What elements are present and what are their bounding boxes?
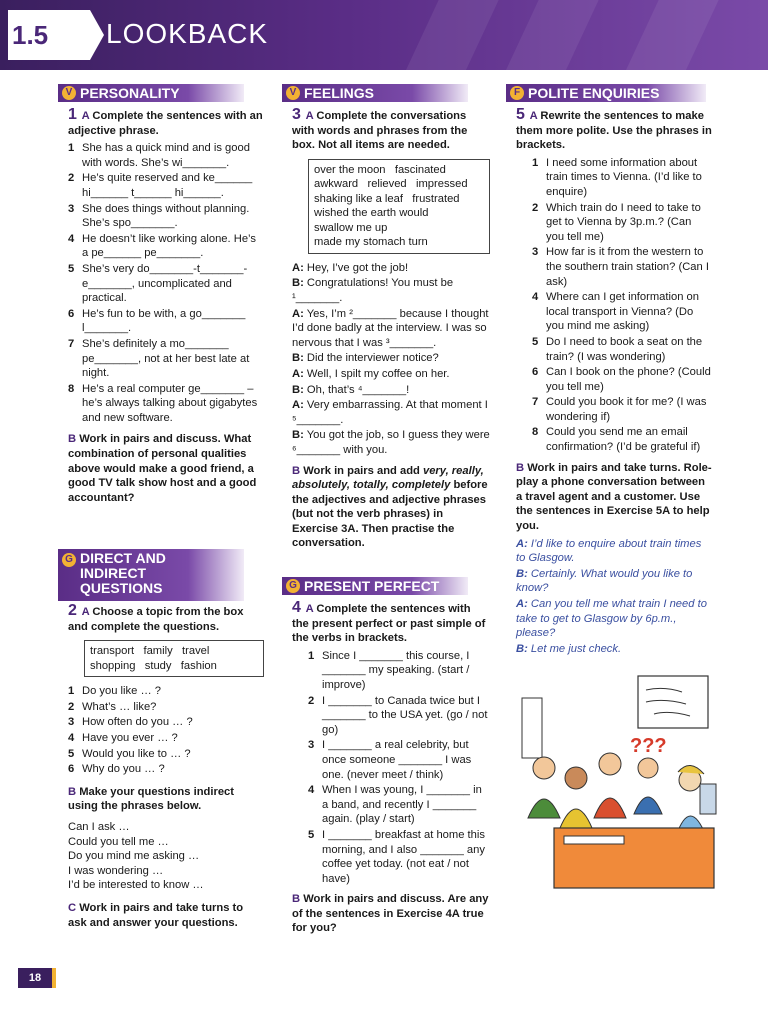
page-number <box>18 968 52 988</box>
phrase-box-line: over the moon fascinated <box>314 163 446 176</box>
topic-box-line: transport family travel <box>90 645 210 658</box>
example-dialogue <box>516 537 712 657</box>
list-item[interactable]: 7 Could you book it for me? (I was wondering if) <box>532 396 707 423</box>
dialogue-line: B: Let me just check. <box>516 642 622 655</box>
dialogue-line: A: Well, I spilt my coffee on her. <box>292 367 450 380</box>
list-item[interactable]: 7 She’s definitely a mo_______ pe_______, not at her best late at night. <box>68 337 250 380</box>
list-item[interactable]: 6 He’s fun to be with, a go_______ l_______. <box>68 307 246 335</box>
list-item[interactable]: 3 I _______ a real celebrity, but once someone _______ I was one. (never meet / think) <box>308 739 472 781</box>
exercise-4-list <box>308 649 490 887</box>
list-item[interactable]: 2 Which train do I need to take to get to Vienna by 3p.m.? (Can you tell me) <box>532 201 701 243</box>
list-item[interactable]: 3 She does things without planning. She’s spo_______. <box>68 202 250 230</box>
topic-box-line: shopping study fashion <box>90 659 217 672</box>
list-item[interactable]: 4 Where can I get information on local transport in Vienna? (Do you mind me asking) <box>532 291 699 333</box>
list-item[interactable]: 2 What’s … like? <box>68 700 157 713</box>
section-title-line-2: INDIRECT <box>80 565 147 581</box>
exercise-5b-instruction: B Work in pairs and take turns. Role-play a phone conversation between a travel agent and a customer. Use the sentences in Exercise 5A to help you. <box>516 461 712 533</box>
exercise-4 <box>292 601 490 936</box>
list-item[interactable]: 4 When I was young, I _______ in a band, and recently I _______ again. (play / start) <box>308 784 482 826</box>
list-item[interactable]: 5 I _______ breakfast at home this morning, and I also _______ any coffee yet today. (not eat / not have) <box>308 828 485 885</box>
vocabulary-icon: V <box>62 86 76 100</box>
list-item[interactable]: 6 Can I book on the phone? (Could you tell me) <box>532 366 711 393</box>
section-header-polite-enquiries <box>506 84 706 102</box>
phrase: Can I ask … <box>68 820 130 833</box>
unit-number <box>8 10 90 60</box>
exercise-2-list <box>68 684 264 777</box>
unit-label: 1.5 <box>12 20 49 50</box>
exercise-2a-instruction: 2 A Choose a topic from the box and complete the questions. <box>68 602 244 633</box>
exercise-4a-instruction: 4 A Complete the sentences with the present perfect or past simple of the verbs in brackets. <box>292 599 486 645</box>
dialogue-line: A: Very embarrassing. At that moment I ⁵_______. <box>292 399 488 426</box>
section-title: PERSONALITY <box>80 85 180 101</box>
exercise-2b-instruction: B Make your questions indirect using the phrases below. <box>68 785 234 813</box>
topic-box <box>84 640 264 677</box>
dialogue-line: B: Congratulations! You must be ¹_______. <box>292 277 454 304</box>
phrase: Could you tell me … <box>68 835 169 848</box>
list-item[interactable]: 1 She has a quick mind and is good with words. She’s wi_______. <box>68 142 250 169</box>
exercise-2c-instruction: C Work in pairs and take turns to ask and answer your questions. <box>68 901 244 929</box>
section-header-personality <box>58 84 244 102</box>
dialogue-line: A: I’d like to enquire about train times to Glasgow. <box>516 537 702 565</box>
dialogue-line: B: Certainly. What would you like to know? <box>516 567 693 595</box>
section-header-present-perfect <box>282 577 468 595</box>
conversation <box>292 261 490 458</box>
section-title: PRESENT PERFECT <box>304 578 440 594</box>
exercise-2 <box>68 604 264 930</box>
exercise-1b-instruction: B Work in pairs and discuss. What combination of personal qualities above would make a good friend, a good TV talk show host and a good accountant? <box>68 433 257 504</box>
dialogue-line: B: You got the job, so I guess they were ⁶_______ with you. <box>292 429 490 456</box>
grammar-icon: G <box>286 579 300 593</box>
exercise-3a-instruction: 3 A Complete the conversations with words and phrases from the box. Not all items are needed. <box>292 106 468 152</box>
list-item[interactable]: 1 Since I _______ this course, I _______ my speaking. (start / improve) <box>308 649 470 691</box>
list-item[interactable]: 3 How far is it from the western to the southern train station? (Can I ask) <box>532 246 709 288</box>
section-title-line-3: QUESTIONS <box>80 580 163 596</box>
list-item[interactable]: 4 He doesn’t like working alone. He’s a pe______ pe_______. <box>68 232 256 260</box>
list-item[interactable]: 4 Have you ever … ? <box>68 731 178 744</box>
list-item[interactable]: 1 Do you like … ? <box>68 685 161 698</box>
dialogue-line: A: Hey, I’ve got the job! <box>292 261 409 274</box>
travel-agent-illustration <box>514 668 718 904</box>
section-title: FEELINGS <box>304 85 375 101</box>
phrase-box <box>308 159 490 254</box>
list-item[interactable]: 5 She’s very do_______-t_______-e_______, uncomplicated and practical. <box>68 262 248 305</box>
phrase-box-line: wished the earth would <box>314 207 429 220</box>
vocabulary-icon: V <box>286 86 300 100</box>
phrase: I’d be interested to know … <box>68 879 204 892</box>
phrase-box-line: awkward relieved impressed <box>314 178 468 191</box>
list-item[interactable]: 5 Do I need to book a seat on the train? (I was wondering) <box>532 335 703 363</box>
header-banner <box>0 0 768 70</box>
phrase-box-line: swallow me up <box>314 221 388 234</box>
list-item[interactable]: 3 How often do you … ? <box>68 716 193 729</box>
list-item[interactable]: 5 Would you like to … ? <box>68 747 191 760</box>
page-title: LOOKBACK <box>106 18 269 49</box>
section-title-line-1: DIRECT AND <box>80 550 166 566</box>
phrase: I was wondering … <box>68 864 164 877</box>
phrase: Do you mind me asking … <box>68 850 200 863</box>
list-item[interactable]: 2 I _______ to Canada twice but I _______ to the USA yet. (go / not go) <box>308 694 488 736</box>
grammar-icon: G <box>62 553 76 567</box>
exercise-3 <box>292 108 490 551</box>
exercise-4b-instruction: B Work in pairs and discuss. Are any of the sentences in Exercise 4A true for you? <box>292 893 489 935</box>
exercise-5a-instruction: 5 A Rewrite the sentences to make them more polite. Use the phrases in brackets. <box>516 106 712 152</box>
list-item[interactable]: 6 Why do you … ? <box>68 763 165 776</box>
exercise-3b-instruction: B Work in pairs and add very, really, absolutely, totally, completely before the adjectives and adjective phrases (but not the verb phrases) in Exercise 3A. Then practise the conversation. <box>292 464 488 550</box>
dialogue-line: A: Yes, I’m ²_______ because I thought I’d done badly at the interview. I was so nervous that I was ³_______. <box>292 307 489 349</box>
section-title: POLITE ENQUIRIES <box>528 85 660 101</box>
list-item[interactable]: 8 Could you send me an email confirmation? (I’d be grateful if) <box>532 426 701 454</box>
question-marks: ??? <box>630 735 667 757</box>
list-item[interactable]: 8 He’s a real computer ge_______ – he’s always talking about gigabytes and new software. <box>68 382 258 424</box>
section-header-feelings <box>282 84 468 102</box>
dialogue-line: B: Oh, that’s ⁴_______! <box>292 383 410 396</box>
exercise-1 <box>68 108 264 505</box>
functional-language-icon: F <box>510 86 524 100</box>
exercise-1a-instruction: 1 A Complete the sentences with an adjective phrase. <box>68 106 263 137</box>
phrase-list <box>68 820 264 893</box>
phrase-box-line: made my stomach turn <box>314 236 428 249</box>
exercise-1-list <box>68 141 264 425</box>
page-number-label: 18 <box>28 972 42 984</box>
list-item[interactable]: 1 I need some information about train times to Vienna. (I’d like to enquire) <box>532 156 702 198</box>
dialogue-line: B: Did the interviewer notice? <box>292 352 439 365</box>
exercise-5-list <box>532 156 712 455</box>
list-item[interactable]: 2 He’s quite reserved and ke______ hi______ t______ hi______. <box>68 172 253 199</box>
dialogue-line: A: Can you tell me what train I need to take to get to Glasgow by 6p.m., please? <box>516 598 707 640</box>
phrase-box-line: shaking like a leaf frustrated <box>314 192 460 205</box>
exercise-5 <box>516 108 712 657</box>
section-header-direct-indirect <box>58 549 244 601</box>
